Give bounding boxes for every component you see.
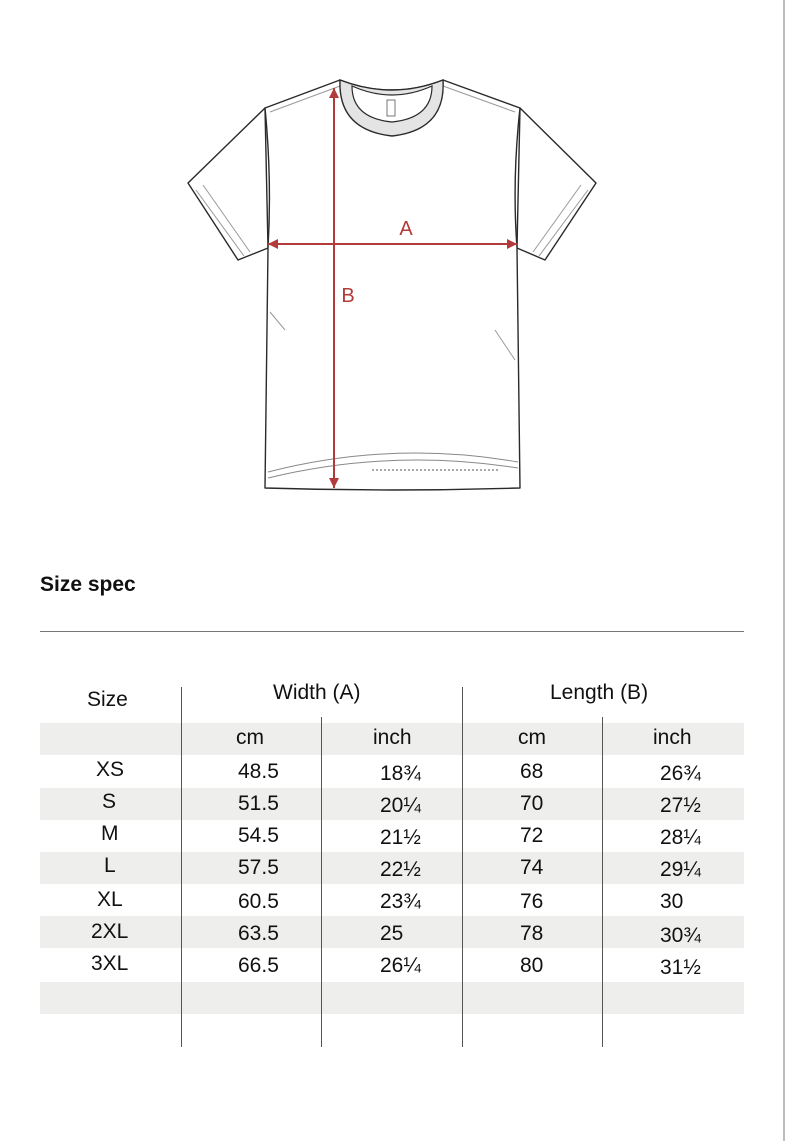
cell-length-inch: 29¼ [660,858,701,881]
cell-size: M [101,822,119,845]
cell-width-cm: 63.5 [238,922,279,945]
cell-width-cm: 57.5 [238,856,279,879]
cell-size: 3XL [91,952,129,975]
tshirt-outline [188,80,596,490]
header-size: Size [87,688,128,711]
unit-length-inch: inch [653,726,692,749]
cell-width-cm: 66.5 [238,954,279,977]
unit-length-cm: cm [518,726,546,749]
cell-size: L [104,854,116,877]
cell-width-inch: 22½ [380,858,421,881]
cell-length-inch: 26¾ [660,762,701,785]
cell-length-inch: 31½ [660,956,701,979]
size-table [40,660,744,1050]
cell-length-cm: 68 [520,760,544,783]
section-title: Size spec [40,573,136,596]
cell-width-inch: 26¼ [380,954,421,977]
table-row-band [40,982,744,1014]
cell-width-cm: 54.5 [238,824,279,847]
cell-width-inch: 21½ [380,826,421,849]
cell-width-cm: 48.5 [238,760,279,783]
label-a: A [399,218,413,240]
cell-length-cm: 78 [520,922,544,945]
tshirt-measurement-diagram [0,0,800,520]
divider [40,631,744,632]
cell-width-cm: 51.5 [238,792,279,815]
cell-length-inch: 28¼ [660,826,701,849]
label-b: B [341,285,355,307]
column-divider [602,717,603,1047]
column-divider [321,717,322,1047]
cell-length-cm: 70 [520,792,544,815]
cell-width-cm: 60.5 [238,890,279,913]
header-width: Width (A) [273,681,361,704]
cell-width-inch: 23¾ [380,890,421,913]
column-divider [462,687,463,1047]
cell-length-cm: 74 [520,856,544,879]
column-divider [181,687,182,1047]
unit-width-cm: cm [236,726,264,749]
cell-length-cm: 80 [520,954,544,977]
cell-length-inch: 27½ [660,794,701,817]
cell-length-cm: 72 [520,824,544,847]
cell-size: 2XL [91,920,129,943]
cell-width-inch: 18¾ [380,762,421,785]
cell-length-cm: 76 [520,890,544,913]
header-length: Length (B) [550,681,649,704]
cell-length-inch: 30¾ [660,924,701,947]
cell-size: XS [96,758,125,781]
cell-width-inch: 20¼ [380,794,421,817]
cell-size: S [102,790,117,813]
cell-width-inch: 25 [380,922,404,945]
cell-size: XL [97,888,123,911]
unit-width-inch: inch [373,726,412,749]
cell-length-inch: 30 [660,890,684,913]
